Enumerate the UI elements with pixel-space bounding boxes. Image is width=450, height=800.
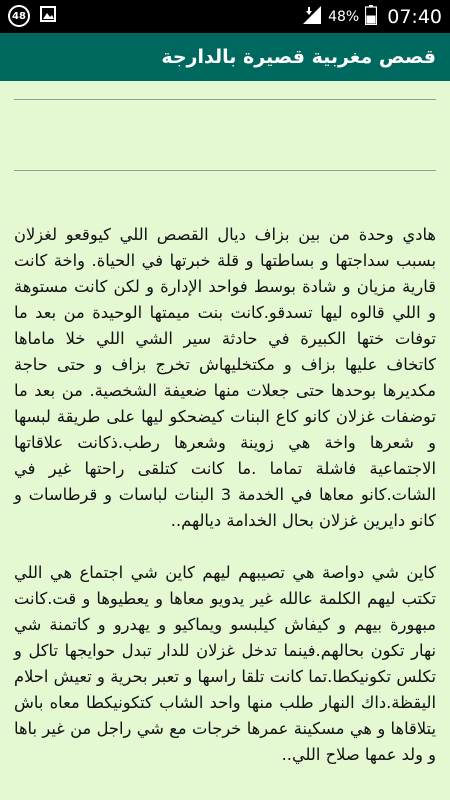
status-bar-left xyxy=(8,5,56,27)
app-bar xyxy=(0,33,450,81)
notification-count-icon: 48 xyxy=(8,5,30,27)
clock: 07:40 xyxy=(387,5,442,28)
divider-bottom xyxy=(14,170,436,171)
status-bar-right xyxy=(302,0,442,33)
battery-icon xyxy=(365,5,377,29)
battery-percent: 48% xyxy=(328,8,360,25)
image-icon xyxy=(40,6,56,26)
signal-icon xyxy=(302,5,322,29)
app-title: قصص مغربية قصيرة بالدارجة xyxy=(161,46,436,68)
story-paragraph: هادي وحدة من بين بزاف ديال القصص اللي كيوقعو لغزلان بسبب سداجتها و بساطتها و قلة خبرتها في الحياة. واخة كانت قارية مزيان و شادة بوسط فواحد الإدارة و لكن كانت مستوهة و اللي قالوه ليها تسدقو.كانت بنت ميمتها الوحيدة من بعد ما توفات ختها الكبيرة في حادثة سير الشي اللي خلا ماماها كاتخاف عليها بزاف و مكتخليهاش تخرج بزاف و حتى حاجة مكديرها بوحدها حتى جعلات منها ضعيفة الشخصية. من بعد ما توضفات غزلان كانو كاع البنات كيضحكو ليها على طريقة لبسها و شعرها واخة هي زوينة وشعرها رطب.ذكانت علاقاتها الاجتماعية فاشلة تماما .ما كانت كتلقى راحتها غير في الشات.كانو معاها في الخدمة 3 البنات لباسات و قرطاسات و كانو دايرين غزلان بحال الخدامة ديالهم.. xyxy=(14,225,436,530)
story-paragraph: كاين شي دواصة هي تصيبهم ليهم كاين شي اجتماع هي اللي تكتب ليهم الكلمة عالله غير يدويو معاها و يعطيوها و قت.كانت مبهورة بيهم و كيفاش كيلبسو ويماكيو و يهدرو و كاتمنة شي نهار تكون بحالهم.فينما تدخل غزلان للدار تبدل حوايجها تاكل و تكلس تكونيكطا.تما كانت تلقا راسها و تعبر بحرية و تعيش احلام اليقظة.داك النهار طلب منها واحد الشاب كتكونيكطا معاه باش يتلاقاها و هي مسكينة عمرها خرجات مع شي راجل من غير باها و ولد عمها صلاح اللي.. xyxy=(14,563,436,764)
status-bar xyxy=(0,0,450,33)
divider-top xyxy=(14,99,436,100)
story-content xyxy=(14,222,436,794)
